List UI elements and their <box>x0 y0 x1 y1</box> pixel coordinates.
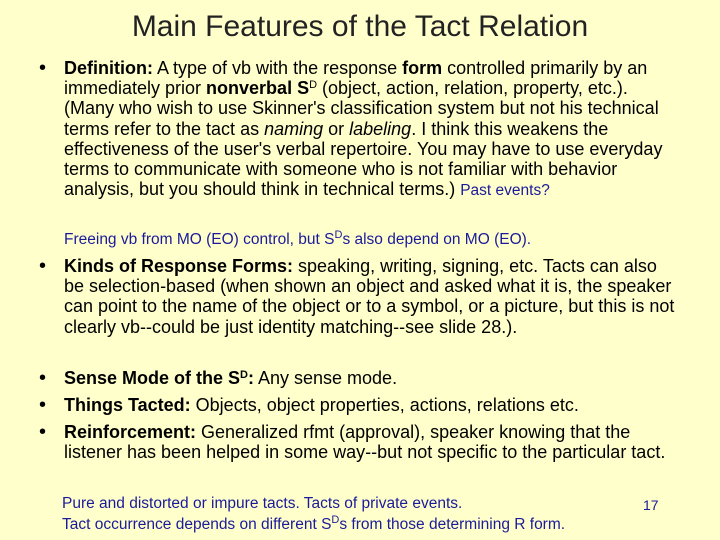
footer-notes <box>62 493 682 535</box>
bullet-dot: • <box>39 394 47 416</box>
bullet-things <box>39 395 679 415</box>
things-text: Things Tacted: Objects, object properties, actions, relations etc. <box>64 395 579 415</box>
kinds-text: Kinds of Response Forms: speaking, writing, signing, etc. Tacts can also be selection-based (when shown an object and asked what it is, the speaker can point to the name of the object or to a symbol, or a picture, but this is not clearly vb--could be just identity matching--see slide 28.). <box>64 256 675 337</box>
bullet-dot: • <box>39 255 47 277</box>
footer-line-1: Pure and distorted or impure tacts. Tacts of private events. <box>62 495 463 512</box>
reinforcement-label: Reinforcement: <box>64 422 197 442</box>
past-events-note: Past events? <box>460 182 550 200</box>
kinds-label: Kinds of Response Forms: <box>64 256 294 276</box>
freeing-note: Freeing vb from MO (EO) control, but $S^Ds$ also depend on MO (EO). <box>64 229 532 248</box>
things-label: Things Tacted: <box>64 395 191 415</box>
footer-line-2: Tact occurrence depends on different $S^Ds$ from those determining R form. <box>62 514 566 533</box>
bullet-reinforcement <box>39 422 679 462</box>
definition-label: Definition: <box>64 58 153 78</box>
definition-text: Definition: A type of vb with the response form controlled primarily by an immediately prior nonverbal $S^D$ (object, action, relation, property, etc.). (Many who wish to use Skinner's classification system but not his technical terms refer to the tact as naming or labeling. I think this weakens the effectiveness of the user's verbal repertoire. You may have to use everyday terms to communicate with someone who is not familiar with behavior analysis, but you should think in technical terms.) Past events? <box>64 58 663 200</box>
bullet-dot: • <box>39 57 47 79</box>
reinforcement-text: Reinforcement: Generalized rfmt (approval), speaker knowing that the listener has been helped in some way--but not specific to the particular tact. <box>64 422 666 463</box>
bullet-definition <box>39 58 679 201</box>
page-number: 17 <box>643 497 659 513</box>
bullet-dot: • <box>39 421 47 443</box>
bullet-dot: • <box>39 367 47 389</box>
sense-text: Sense Mode of the $S^D$: Any sense mode. <box>64 368 398 388</box>
bullet-kinds <box>39 256 679 337</box>
slide-title: Main Features of the Tact Relation <box>131 10 589 43</box>
bullet-sense <box>39 368 679 388</box>
sense-label: Sense Mode of the $S^D$: <box>64 368 254 388</box>
